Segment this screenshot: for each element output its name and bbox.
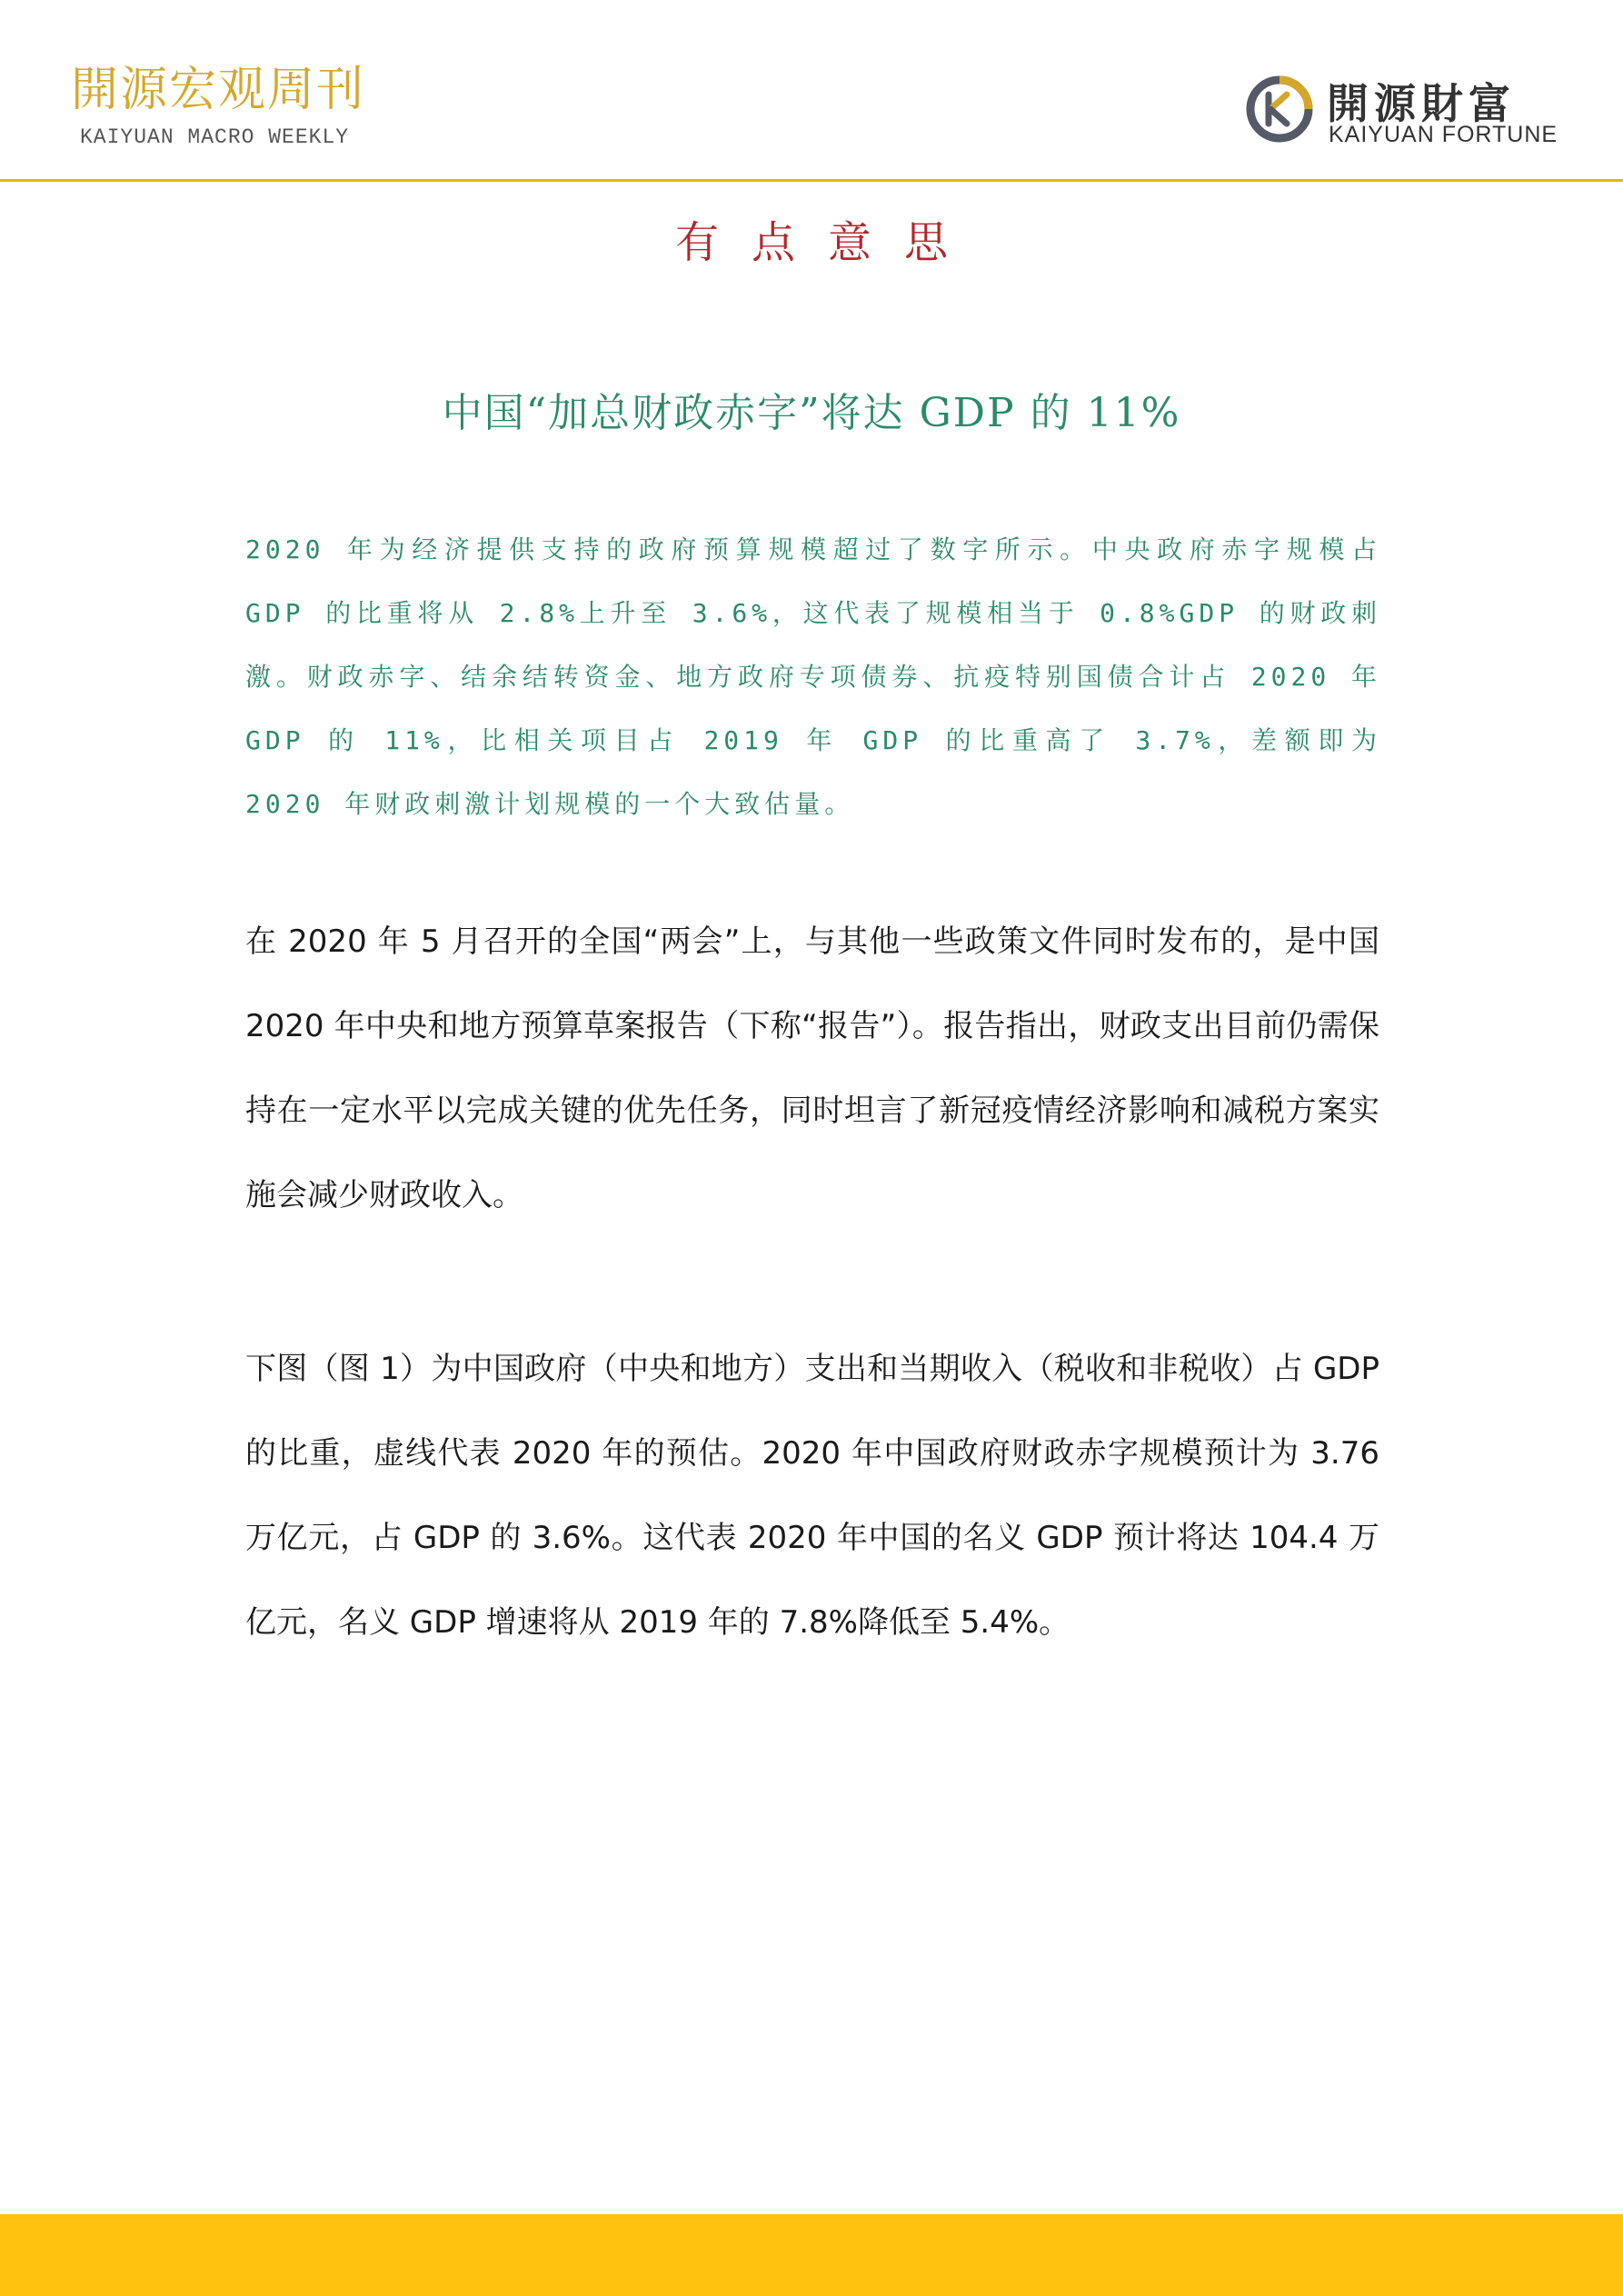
kaiyuan-k-logo-icon [1243, 73, 1316, 145]
brand-name-cn: 開源財富 [1327, 79, 1516, 128]
footer-band [0, 2214, 1623, 2296]
section-label: 有点意思 [674, 217, 981, 268]
brand-name-en: KAIYUAN FORTUNE [1329, 122, 1558, 147]
masthead-subtitle: KAIYUAN MACRO WEEKLY [80, 125, 350, 149]
body-paragraph-1: 在 2020 年 5 月召开的全国“两会”上，与其他一些政策文件同时发布的，是中国 2020 年中央和地方预算草案报告（下称“报告”）。报告指出，财政支出目前仍需保持在一定水平以完成关键的优先任务，同时坦言了新冠疫情经济影响和减税方案实施会减少财政收入。 [245, 923, 1379, 1213]
page-header [0, 0, 1623, 180]
body-paragraph-2: 下图（图 1）为中国政府（中央和地方）支出和当期收入（税收和非税收）占 GDP 的比重，虚线代表 2020 年的预估。2020 年中国政府财政赤字规模预计为 3.76 万亿元，占 GDP 的 3.6%。这代表 2020 年中国的名义 GDP 预计将达 104.4 万亿元，名义 GDP 增速将从 2019 年的 7.8%降低至 5.4%。 [245, 1351, 1379, 1641]
header-divider [0, 179, 1623, 182]
article-abstract: 2020 年为经济提供支持的政府预算规模超过了数字所示。中央政府赤字规模占 GDP 的比重将从 2.8%上升至 3.6%，这代表了规模相当于 0.8%GDP 的财政刺激。财政赤字、结余结转资金、地方政府专项债券、抗疫特别国债合计占 2020 年 GDP 的 11%，比相关项目占 2019 年 GDP 的比重高了 3.7%，差额即为 2020 年财政刺激计划规模的一个大致估量。 [245, 534, 1381, 819]
article-title: 中国“加总财政赤字”将达 GDP 的 11% [442, 390, 1181, 436]
masthead-title: 開源宏观周刊 [71, 63, 366, 117]
